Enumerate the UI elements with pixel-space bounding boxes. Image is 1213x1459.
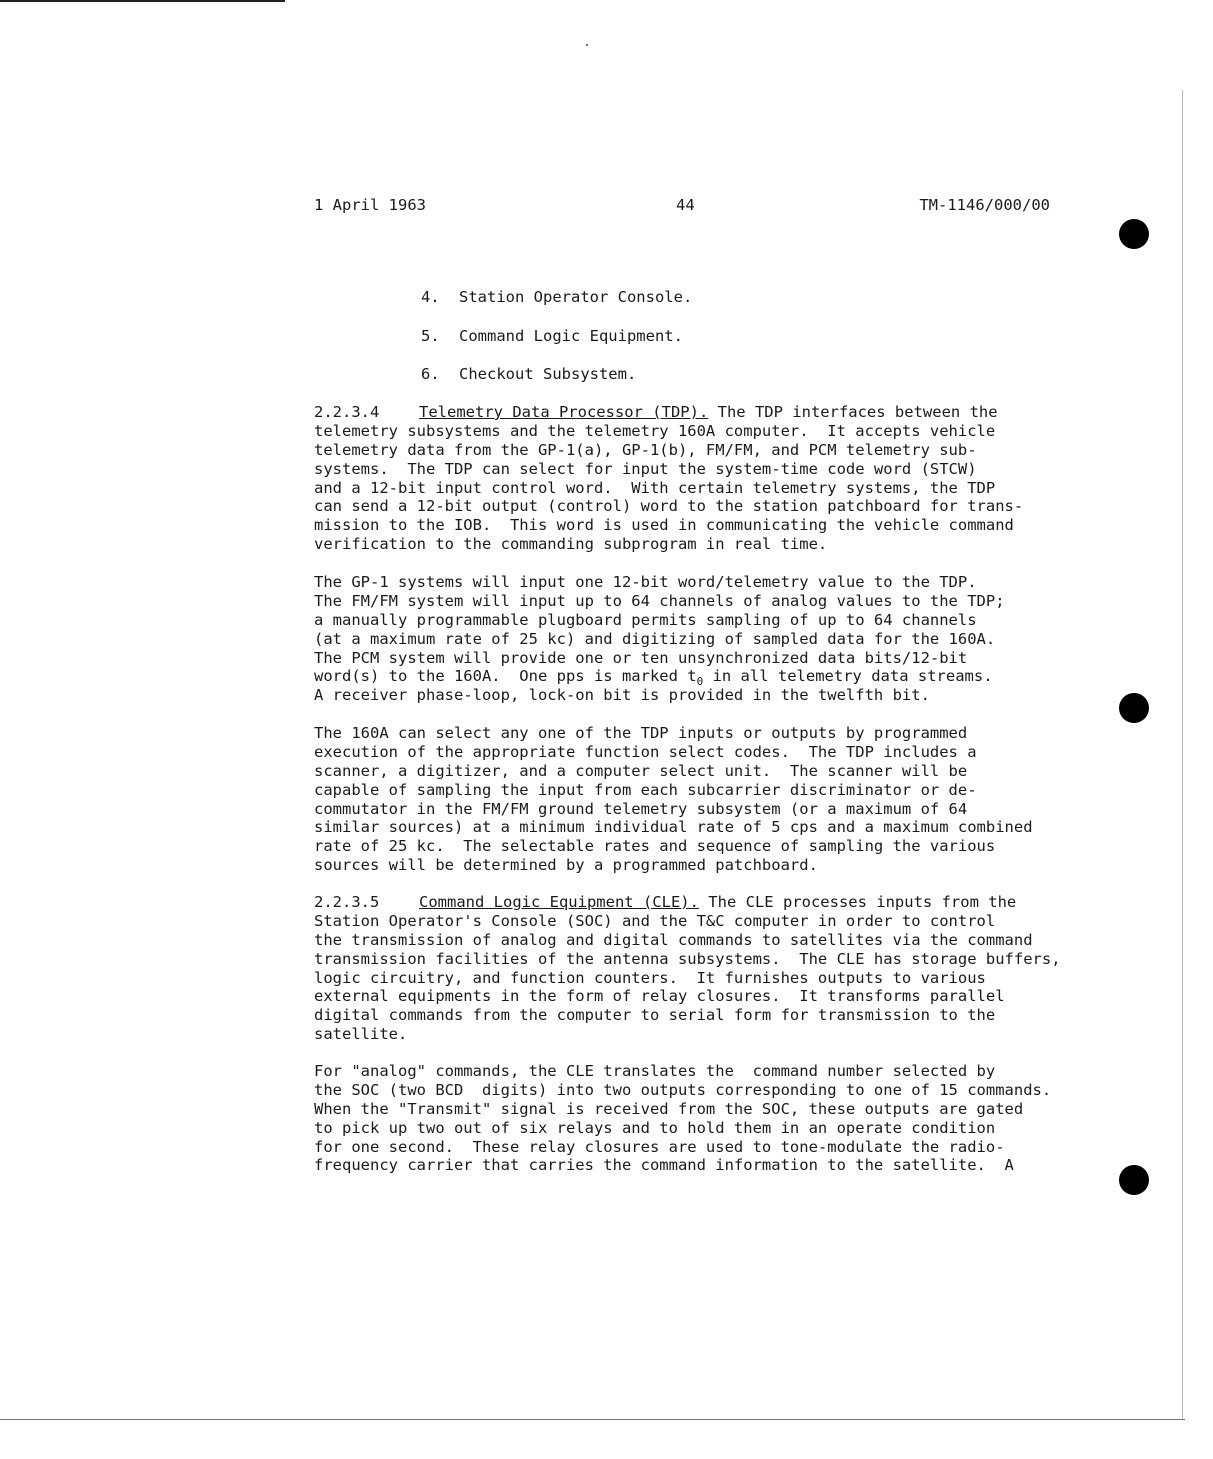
page-header bbox=[314, 196, 1050, 218]
binder-hole-bottom bbox=[1119, 1165, 1149, 1195]
binder-hole-top bbox=[1119, 219, 1149, 249]
paragraph-line: word(s) to the 160A. One pps is marked t bbox=[314, 667, 697, 686]
paragraph-line: and a 12-bit input control word. With certain telemetry systems, the TDP bbox=[314, 478, 996, 497]
bottom-rule bbox=[0, 1419, 1185, 1420]
paragraph-gp1 bbox=[314, 573, 1074, 705]
section-number: 2.2.3.4 bbox=[314, 403, 380, 421]
paragraph-line: (at a maximum rate of 25 kc) and digitizing of sampled data for the 160A. bbox=[314, 629, 996, 648]
paragraph-line: telemetry subsystems and the telemetry 160A computer. It accepts vehicle bbox=[314, 421, 996, 440]
page-edge bbox=[1182, 90, 1183, 1420]
paragraph-line: mission to the IOB. This word is used in communicating the vehicle command bbox=[314, 516, 1014, 535]
list-text: Checkout Subsystem. bbox=[459, 365, 637, 383]
paragraph-line: When the "Transmit" signal is received from the SOC, these outputs are gated bbox=[314, 1099, 1024, 1118]
paragraph-line: execution of the appropriate function select codes. The TDP includes a bbox=[314, 742, 977, 761]
paragraph-line: telemetry data from the GP-1(a), GP-1(b), FM/FM, and PCM telemetry sub- bbox=[314, 440, 977, 459]
scan-speck bbox=[586, 44, 588, 46]
paragraph-line: The FM/FM system will input up to 64 channels of analog values to the TDP; bbox=[314, 591, 1005, 610]
paragraph-line: systems. The TDP can select for input the system-time code word (STCW) bbox=[314, 459, 977, 478]
section-tdp bbox=[314, 403, 1074, 554]
paragraph-line: For "analog" commands, the CLE translates the command number selected by bbox=[314, 1062, 996, 1080]
paragraph-line: sources will be determined by a programmed patchboard. bbox=[314, 856, 818, 875]
section-number: 2.2.3.5 bbox=[314, 893, 380, 911]
paragraph-line: a manually programmable plugboard permits sampling of up to 64 channels bbox=[314, 610, 977, 629]
list-item bbox=[421, 327, 683, 345]
paragraph-line: digital commands from the computer to serial form for transmission to the bbox=[314, 1006, 996, 1025]
paragraph-line: commutator in the FM/FM ground telemetry subsystem (or a maximum of 64 bbox=[314, 799, 968, 818]
paragraph-line: The CLE processes inputs from the bbox=[698, 893, 1017, 911]
paragraph-160a bbox=[314, 724, 1074, 875]
paragraph-line: verification to the commanding subprogram in real time. bbox=[314, 535, 828, 554]
paragraph-line: similar sources) at a minimum individual rate of 5 cps and a maximum combined bbox=[314, 818, 1033, 837]
paragraph-line: The 160A can select any one of the TDP inputs or outputs by programmed bbox=[314, 724, 968, 742]
page-number: 44 bbox=[676, 196, 695, 214]
paragraph-line: external equipments in the form of relay closures. It transforms parallel bbox=[314, 987, 1005, 1006]
top-rule bbox=[0, 0, 285, 2]
paragraph-line: the transmission of analog and digital commands to satellites via the command bbox=[314, 930, 1033, 949]
paragraph-line: the SOC (two BCD digits) into two outputs corresponding to one of 15 commands. bbox=[314, 1080, 1052, 1099]
paragraph-line: Station Operator's Console (SOC) and the T&C computer in order to control bbox=[314, 911, 996, 930]
list-text: Station Operator Console. bbox=[459, 288, 693, 306]
paragraph-line: satellite. bbox=[314, 1025, 408, 1044]
paragraph-line: to pick up two out of six relays and to hold them in an operate condition bbox=[314, 1118, 996, 1137]
paragraph-line: logic circuitry, and function counters. It furnishes outputs to various bbox=[314, 968, 986, 987]
header-date: 1 April 1963 bbox=[314, 196, 426, 214]
list-item bbox=[421, 288, 692, 306]
paragraph-line: rate of 25 kc. The selectable rates and sequence of sampling the various bbox=[314, 837, 996, 856]
paragraph-analog bbox=[314, 1062, 1074, 1175]
subscript: 0 bbox=[696, 675, 704, 689]
paragraph-line: in all telemetry data streams. bbox=[703, 667, 993, 686]
paragraph-line: scanner, a digitizer, and a computer select unit. The scanner will be bbox=[314, 761, 968, 780]
section-title: Telemetry Data Processor (TDP). bbox=[419, 403, 709, 421]
list-text: Command Logic Equipment. bbox=[459, 327, 683, 345]
document-id: TM-1146/000/00 bbox=[919, 196, 1050, 214]
section-title: Command Logic Equipment (CLE). bbox=[419, 893, 699, 911]
paragraph-line: capable of sampling the input from each subcarrier discriminator or de- bbox=[314, 780, 977, 799]
list-item bbox=[421, 365, 636, 383]
section-cle bbox=[314, 893, 1074, 1044]
paragraph-line: for one second. These relay closures are used to tone-modulate the radio- bbox=[314, 1137, 1005, 1156]
paragraph-line: The PCM system will provide one or ten unsynchronized data bits/12-bit bbox=[314, 648, 968, 667]
paragraph-line: can send a 12-bit output (control) word to the station patchboard for trans- bbox=[314, 497, 1024, 516]
list-number: 5. bbox=[421, 327, 440, 345]
paragraph-line: transmission facilities of the antenna subsystems. The CLE has storage buffers, bbox=[314, 949, 1061, 968]
paragraph-line: The GP-1 systems will input one 12-bit word/telemetry value to the TDP. bbox=[314, 573, 977, 591]
paragraph-line: A receiver phase-loop, lock-on bit is provided in the twelfth bit. bbox=[314, 686, 930, 705]
paragraph-line: frequency carrier that carries the command information to the satellite. A bbox=[314, 1156, 1014, 1175]
list-number: 6. bbox=[421, 365, 440, 383]
binder-hole-middle bbox=[1119, 693, 1149, 723]
paragraph-line: The TDP interfaces between the bbox=[708, 403, 998, 421]
list-number: 4. bbox=[421, 288, 440, 306]
